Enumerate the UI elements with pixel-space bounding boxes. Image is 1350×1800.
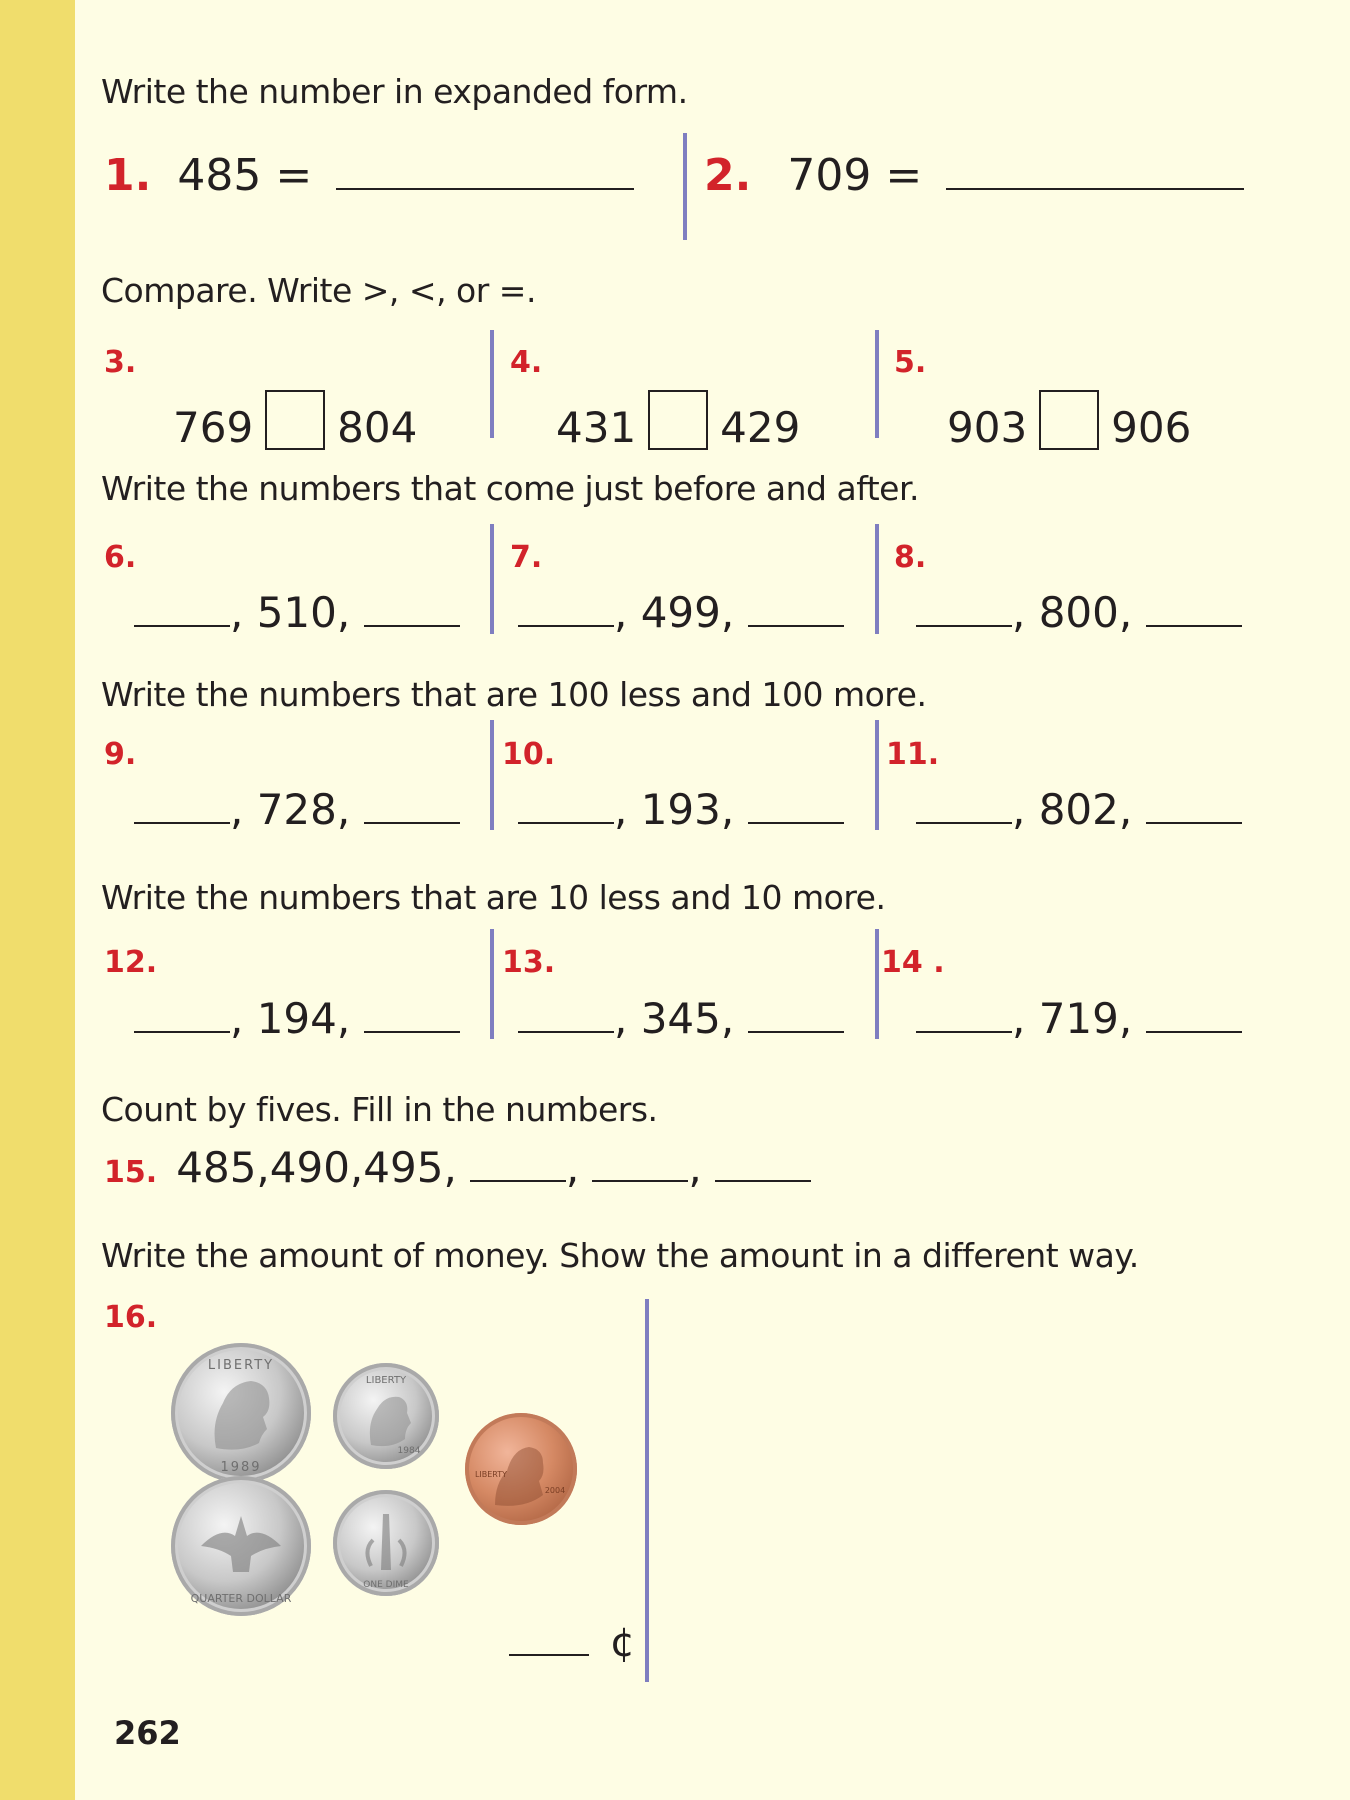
problem-3-answer-box[interactable] xyxy=(265,390,325,450)
problem-5-left: 903 xyxy=(947,403,1028,452)
quarter-heads-icon xyxy=(171,1343,311,1483)
problem-8-row: , 800, xyxy=(916,588,1242,637)
divider xyxy=(875,720,879,830)
quarter-tails-coin xyxy=(171,1476,311,1616)
problem-8-value: 800, xyxy=(1038,588,1133,637)
problem-12-value: 194, xyxy=(256,994,351,1043)
quarter-heads-text: LIBERTY xyxy=(207,1358,275,1373)
problem-13-label: 13. xyxy=(502,945,556,980)
problem-13-value: 345, xyxy=(640,994,735,1043)
problem-1 xyxy=(104,150,634,201)
problem-12-label: 12. xyxy=(104,945,158,980)
problem-10-blank-less[interactable] xyxy=(518,792,614,824)
instruction-before-after: Write the numbers that come just before and after. xyxy=(101,469,920,508)
quarter-heads-year: 1989 xyxy=(220,1460,262,1475)
divider xyxy=(490,330,494,438)
problem-7-value: 499, xyxy=(640,588,735,637)
problem-13-blank-less[interactable] xyxy=(518,1001,614,1033)
instruction-hundred: Write the numbers that are 100 less and 100 more. xyxy=(101,675,927,714)
penny-icon xyxy=(465,1413,577,1525)
problem-10-blank-more[interactable] xyxy=(748,792,844,824)
problem-14-blank-more[interactable] xyxy=(1146,1001,1242,1033)
torch-icon xyxy=(333,1490,439,1596)
dime-tails-coin xyxy=(333,1490,439,1596)
problem-2-answer-blank[interactable] xyxy=(946,158,1244,190)
problem-6-label: 6. xyxy=(104,540,137,575)
penny-year: 2004 xyxy=(544,1486,566,1495)
problem-15-blank-1[interactable] xyxy=(470,1150,566,1182)
problem-8-blank-after[interactable] xyxy=(1146,595,1242,627)
side-strip xyxy=(0,0,75,1800)
problem-12-blank-more[interactable] xyxy=(364,1001,460,1033)
problem-11-blank-more[interactable] xyxy=(1146,792,1242,824)
dime-heads-coin xyxy=(333,1363,439,1469)
problem-3-comparison xyxy=(173,390,417,452)
penny-text: LIBERTY xyxy=(474,1470,508,1479)
quarter-heads-coin xyxy=(171,1343,311,1483)
problem-1-label: 1. xyxy=(104,150,152,201)
problem-5-label: 5. xyxy=(894,345,927,380)
problem-4-right: 429 xyxy=(720,403,801,452)
problem-10-label: 10. xyxy=(502,737,556,772)
problem-2-label: 2. xyxy=(704,150,752,201)
instruction-compare: Compare. Write >, <, or =. xyxy=(101,271,536,310)
divider xyxy=(683,133,687,240)
problem-12-blank-less[interactable] xyxy=(134,1001,230,1033)
money-answer xyxy=(509,1620,635,1666)
problem-7-row: , 499, xyxy=(518,588,844,637)
divider xyxy=(875,330,879,438)
problem-9-blank-less[interactable] xyxy=(134,792,230,824)
problem-14-blank-less[interactable] xyxy=(916,1001,1012,1033)
problem-6-value: 510, xyxy=(256,588,351,637)
problem-3-left: 769 xyxy=(173,403,254,452)
problem-6-row: , 510, xyxy=(134,588,460,637)
problem-14-row: , 719, xyxy=(916,994,1242,1043)
penny-coin xyxy=(465,1413,577,1525)
problem-9-value: 728, xyxy=(256,785,351,834)
dime-heads-text: LIBERTY xyxy=(365,1375,407,1386)
problem-8-blank-before[interactable] xyxy=(916,595,1012,627)
divider xyxy=(490,720,494,830)
problem-11-row: , 802, xyxy=(916,785,1242,834)
problem-4-comparison xyxy=(556,390,800,452)
problem-15-sequence: 485,490,495, xyxy=(176,1143,457,1192)
cent-sign: ¢ xyxy=(609,1620,636,1666)
problem-13-blank-more[interactable] xyxy=(748,1001,844,1033)
instruction-ten: Write the numbers that are 10 less and 10 more. xyxy=(101,878,886,917)
problem-2 xyxy=(704,150,1244,201)
problem-15-label: 15. xyxy=(104,1155,158,1190)
problem-12-row: , 194, xyxy=(134,994,460,1043)
problem-11-label: 11. xyxy=(886,737,940,772)
problem-11-blank-less[interactable] xyxy=(916,792,1012,824)
problem-4-left: 431 xyxy=(556,403,637,452)
problem-3-label: 3. xyxy=(104,345,137,380)
problem-9-label: 9. xyxy=(104,737,137,772)
divider xyxy=(490,929,494,1039)
problem-15-blank-2[interactable] xyxy=(592,1150,688,1182)
problem-16-label: 16. xyxy=(104,1300,158,1335)
problem-6-blank-before[interactable] xyxy=(134,595,230,627)
dime-heads-year: 1984 xyxy=(397,1446,421,1456)
money-divider xyxy=(645,1299,649,1682)
problem-3-right: 804 xyxy=(337,403,418,452)
problem-9-blank-more[interactable] xyxy=(364,792,460,824)
problem-4-label: 4. xyxy=(510,345,543,380)
problem-8-label: 8. xyxy=(894,540,927,575)
problem-15-row: 15. 485,490,495, , , xyxy=(104,1143,811,1192)
problem-10-row: , 193, xyxy=(518,785,844,834)
problem-5-answer-box[interactable] xyxy=(1039,390,1099,450)
problem-7-blank-after[interactable] xyxy=(748,595,844,627)
problem-7-blank-before[interactable] xyxy=(518,595,614,627)
money-answer-blank[interactable] xyxy=(509,1620,589,1656)
problem-5-comparison xyxy=(947,390,1191,452)
problem-1-answer-blank[interactable] xyxy=(336,158,634,190)
quarter-tails-text: QUARTER DOLLAR xyxy=(190,1592,292,1605)
problem-14-label: 14 . xyxy=(881,945,945,980)
instruction-fives: Count by fives. Fill in the numbers. xyxy=(101,1090,658,1129)
eagle-icon xyxy=(171,1476,311,1616)
divider xyxy=(875,524,879,634)
dime-tails-text: ONE DIME xyxy=(363,1580,409,1590)
divider xyxy=(490,524,494,634)
problem-1-text: 485 = xyxy=(177,150,313,201)
divider xyxy=(875,929,879,1039)
problem-13-row: , 345, xyxy=(518,994,844,1043)
problem-4-answer-box[interactable] xyxy=(648,390,708,450)
problem-10-value: 193, xyxy=(640,785,735,834)
dime-heads-icon xyxy=(333,1363,439,1469)
problem-14-value: 719, xyxy=(1038,994,1133,1043)
problem-11-value: 802, xyxy=(1038,785,1133,834)
problem-5-right: 906 xyxy=(1111,403,1192,452)
instruction-expanded: Write the number in expanded form. xyxy=(101,72,688,111)
problem-15-blank-3[interactable] xyxy=(715,1150,811,1182)
problem-2-text: 709 = xyxy=(787,150,923,201)
problem-7-label: 7. xyxy=(510,540,543,575)
problem-9-row: , 728, xyxy=(134,785,460,834)
problem-6-blank-after[interactable] xyxy=(364,595,460,627)
instruction-money: Write the amount of money. Show the amount in a different way. xyxy=(101,1236,1139,1275)
page-number: 262 xyxy=(114,1714,181,1752)
